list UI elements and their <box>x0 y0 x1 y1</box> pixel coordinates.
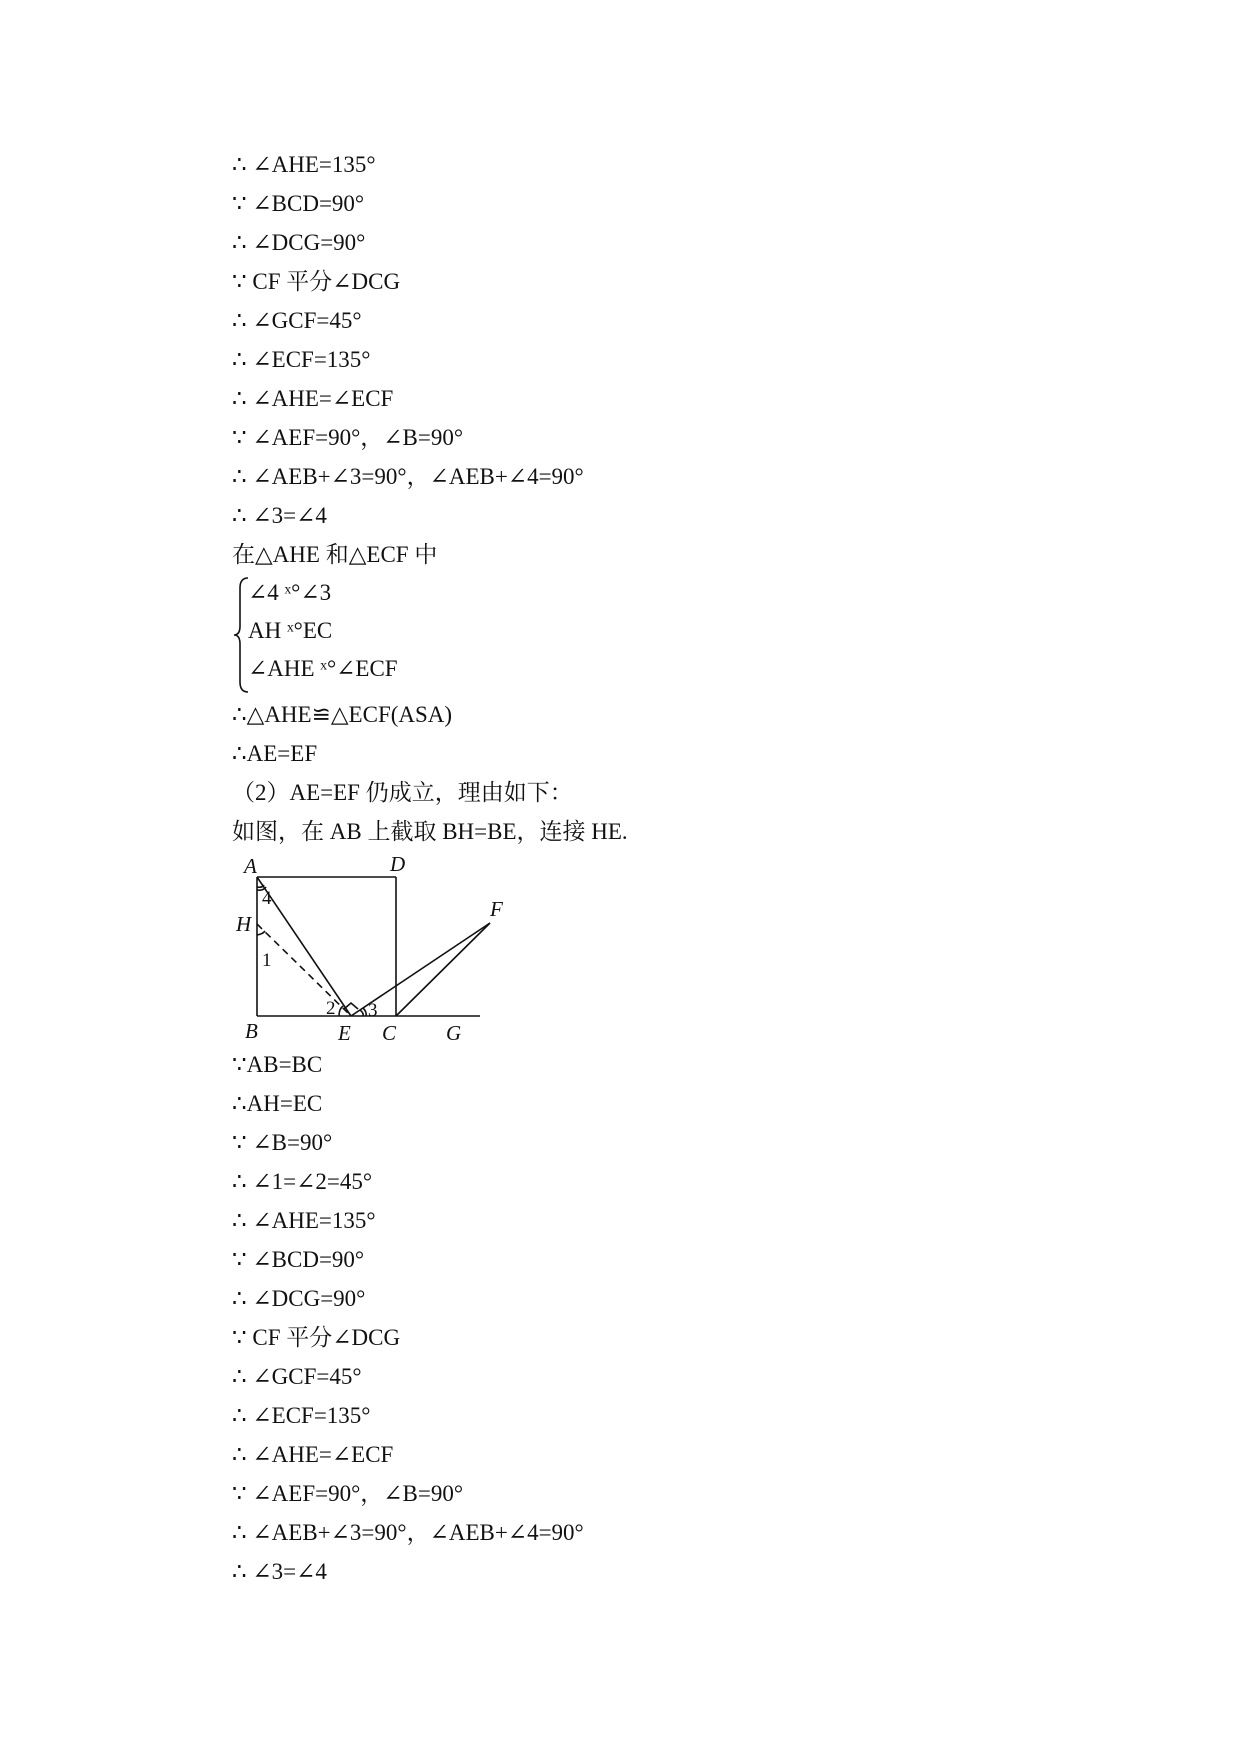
angle-label-2: 2 <box>326 998 336 1019</box>
point-label-h: H <box>236 912 252 936</box>
proof-line: ∴ ∠AHE=∠ECF <box>232 386 394 411</box>
proof-line: ∵ ∠B=90° <box>232 1130 333 1155</box>
proof-line: ∴ ∠DCG=90° <box>232 230 366 255</box>
angle-label-3: 3 <box>368 1000 378 1021</box>
proof-line: ∵ CF 平分∠DCG <box>232 1325 401 1350</box>
proof-line: ∴ ∠ECF=135° <box>232 347 371 372</box>
proof-line: ∴AE=EF <box>232 741 318 766</box>
proof-line: ∴ ∠AEB+∠3=90°，∠AEB+∠4=90° <box>232 1520 584 1545</box>
proof-line: ∵ ∠BCD=90° <box>232 191 365 216</box>
point-label-a: A <box>244 854 257 878</box>
proof-line: ∵ ∠AEF=90°，∠B=90° <box>232 425 464 450</box>
point-label-b: B <box>245 1019 258 1043</box>
point-label-d: D <box>390 852 406 876</box>
system-line: AH ˣ°EC <box>248 618 333 643</box>
geometry-diagram <box>232 852 512 1052</box>
proof-line: ∴△AHE≌△ECF(ASA) <box>232 702 453 727</box>
segment-cf <box>396 923 490 1016</box>
angle-label-4: 4 <box>262 888 272 909</box>
proof-line: ∴ ∠AHE=135° <box>232 1208 376 1233</box>
proof-line: ∴ ∠ECF=135° <box>232 1403 371 1428</box>
point-label-f: F <box>490 897 503 921</box>
proof-line: ∴ ∠AEB+∠3=90°，∠AEB+∠4=90° <box>232 464 584 489</box>
point-label-e: E <box>338 1021 351 1045</box>
point-label-c: C <box>382 1021 397 1045</box>
system-line: ∠AHE ˣ°∠ECF <box>248 656 398 681</box>
proof-line: ∴ ∠DCG=90° <box>232 1286 366 1311</box>
angle-arc-1 <box>257 931 265 935</box>
proof-line: 如图，在 AB 上截取 BH=BE，连接 HE. <box>232 819 628 844</box>
proof-line: 在△AHE 和△ECF 中 <box>232 542 438 567</box>
section-heading: （2）AE=EF 仍成立，理由如下： <box>232 780 573 805</box>
proof-line: ∴ ∠GCF=45° <box>232 308 362 333</box>
proof-line: ∴ ∠AHE=135° <box>232 152 376 177</box>
proof-line: ∴ ∠3=∠4 <box>232 1559 327 1584</box>
proof-line: ∵ ∠BCD=90° <box>232 1247 365 1272</box>
point-label-g: G <box>446 1021 462 1045</box>
proof-line: ∵AB=BC <box>232 1052 323 1077</box>
geometry-figure <box>232 852 512 1052</box>
angle-arc-3 <box>360 1010 363 1016</box>
proof-line: ∴ ∠GCF=45° <box>232 1364 362 1389</box>
proof-line: ∴ ∠3=∠4 <box>232 503 327 528</box>
proof-line: ∵ CF 平分∠DCG <box>232 269 401 294</box>
proof-line: ∴AH=EC <box>232 1091 323 1116</box>
angle-arc-4 <box>257 885 264 887</box>
proof-line: ∴ ∠AHE=∠ECF <box>232 1442 394 1467</box>
proof-line: ∵ ∠AEF=90°，∠B=90° <box>232 1481 464 1506</box>
proof-line: ∴ ∠1=∠2=45° <box>232 1169 373 1194</box>
system-line: ∠4 ˣ°∠3 <box>248 580 332 605</box>
angle-arc-2 <box>339 1006 343 1016</box>
right-angle-mark <box>344 1003 358 1009</box>
angle-label-1: 1 <box>262 950 272 971</box>
